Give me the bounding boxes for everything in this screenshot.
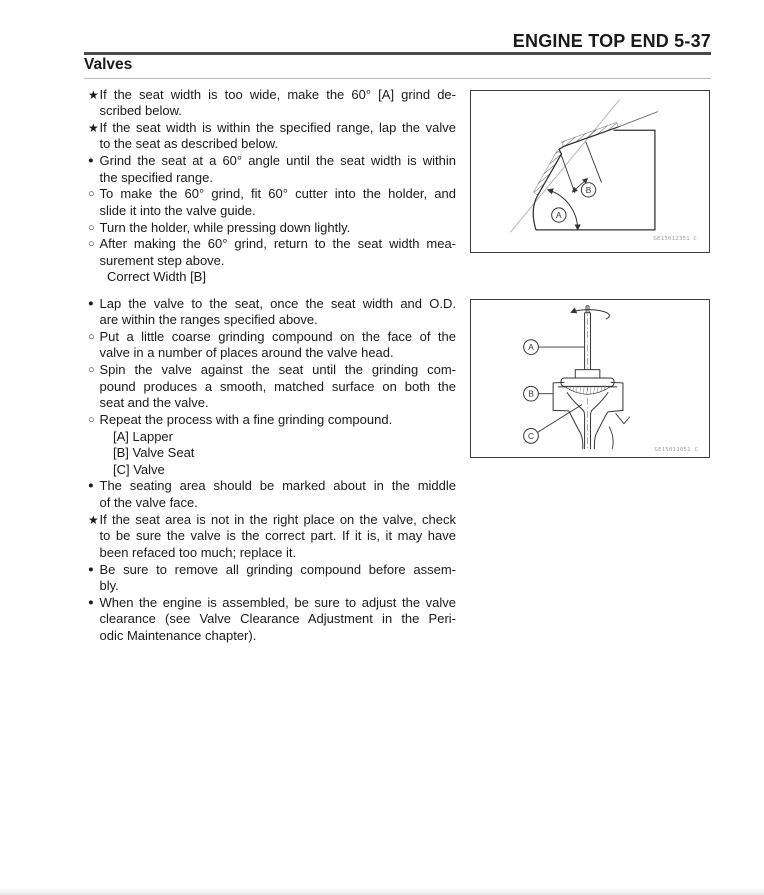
instruction-paragraph: ● When the engine is assembled, be sure to adjust the valve clearance (see Valve Clearance Adjustment in the Peri- odic Maintenance chapter). xyxy=(88,594,456,644)
instruction-paragraph: ○ Put a little coarse grinding compound on the face of the valve in a number of places around the valve head. xyxy=(88,328,456,361)
callout-a-label: A xyxy=(556,209,562,220)
section-title: Valves xyxy=(84,56,133,73)
callout-b-label: B xyxy=(585,184,592,195)
instruction-paragraph: [C] Valve xyxy=(113,461,165,477)
figure-code: GE15012051 C xyxy=(654,447,699,454)
instruction-paragraph: ● Be sure to remove all grinding compound before assem- bly. xyxy=(88,561,456,594)
star-marker: ★ xyxy=(88,87,99,102)
dot-marker: ● xyxy=(88,563,94,575)
figure-valve-lapping xyxy=(470,299,710,458)
valve-lapping-drawing xyxy=(471,300,709,457)
instruction-paragraph: ○ Repeat the process with a fine grinding compound. xyxy=(88,411,393,427)
star-marker: ★ xyxy=(88,512,99,527)
callout-b xyxy=(524,386,539,401)
figure-code: GE15012351 C xyxy=(653,236,698,243)
dot-marker: ● xyxy=(88,596,94,608)
callout-a xyxy=(552,208,566,222)
circle-marker: ○ xyxy=(88,221,95,234)
instruction-paragraph: ○ After making the 60° grind, return to the seat width mea- surement step above. xyxy=(88,236,456,268)
circle-marker: ○ xyxy=(88,188,95,201)
circle-marker: ○ xyxy=(88,413,95,426)
callout-c-label: C xyxy=(527,430,535,441)
page-header: ENGINE TOP END 5-37 xyxy=(512,31,711,51)
dot-marker: ● xyxy=(88,297,94,309)
instruction-paragraph: ★ If the seat width is within the specified range, lap the valve to the seat as described below. xyxy=(88,119,456,152)
callout-b-label: B xyxy=(528,388,534,399)
callout-a-label: A xyxy=(528,342,534,353)
star-marker: ★ xyxy=(88,120,99,135)
instruction-paragraph: ★ If the seat width is too wide, make the 60° [A] grind de- scribed below. xyxy=(88,86,456,119)
seat-width-dimension xyxy=(561,142,601,193)
instruction-text xyxy=(88,87,456,645)
dot-marker: ● xyxy=(88,155,94,166)
instruction-paragraph: ● Grind the seat at a 60° angle until the seat width is within the specified range. xyxy=(88,153,456,185)
instruction-paragraph: Correct Width [B] xyxy=(107,269,206,285)
instruction-paragraph: ○ To make the 60° grind, fit 60° cutter into the holder, and slide it into the valve guide. xyxy=(88,186,456,218)
instruction-paragraph: ○ Turn the holder, while pressing down lightly. xyxy=(88,219,351,235)
seat-grind-drawing xyxy=(471,91,709,252)
callout-c xyxy=(524,429,539,444)
callout-b xyxy=(581,183,595,197)
cutter-line-60deg xyxy=(619,112,658,127)
page-edge-shadow xyxy=(0,887,764,895)
instruction-paragraph: [A] Lapper xyxy=(113,428,173,444)
instruction-paragraph: [B] Valve Seat xyxy=(113,445,195,461)
circle-marker: ○ xyxy=(88,238,95,251)
figure-seat-grind xyxy=(470,90,710,253)
section-rule xyxy=(84,78,711,79)
dot-marker: ● xyxy=(88,480,94,492)
instruction-paragraph: ★ If the seat area is not in the right place on the valve, check to be sure the valve is the correct part. If it is, it may have been refaced too much; replace it. xyxy=(88,511,456,560)
circle-marker: ○ xyxy=(88,364,95,377)
header-rule xyxy=(84,52,711,55)
callout-a xyxy=(524,340,539,355)
circle-marker: ○ xyxy=(88,330,95,343)
instruction-paragraph: ● Lap the valve to the seat, once the seat width and O.D. are within the ranges specified above. xyxy=(88,295,456,328)
instruction-paragraph: ● The seating area should be marked about in the middle of the valve face. xyxy=(88,478,456,511)
ground-surface-hatch xyxy=(533,122,618,195)
instruction-paragraph: ○ Spin the valve against the seat until the grinding com- pound produces a smooth, matched surface on both the seat and the valve. xyxy=(88,362,456,411)
